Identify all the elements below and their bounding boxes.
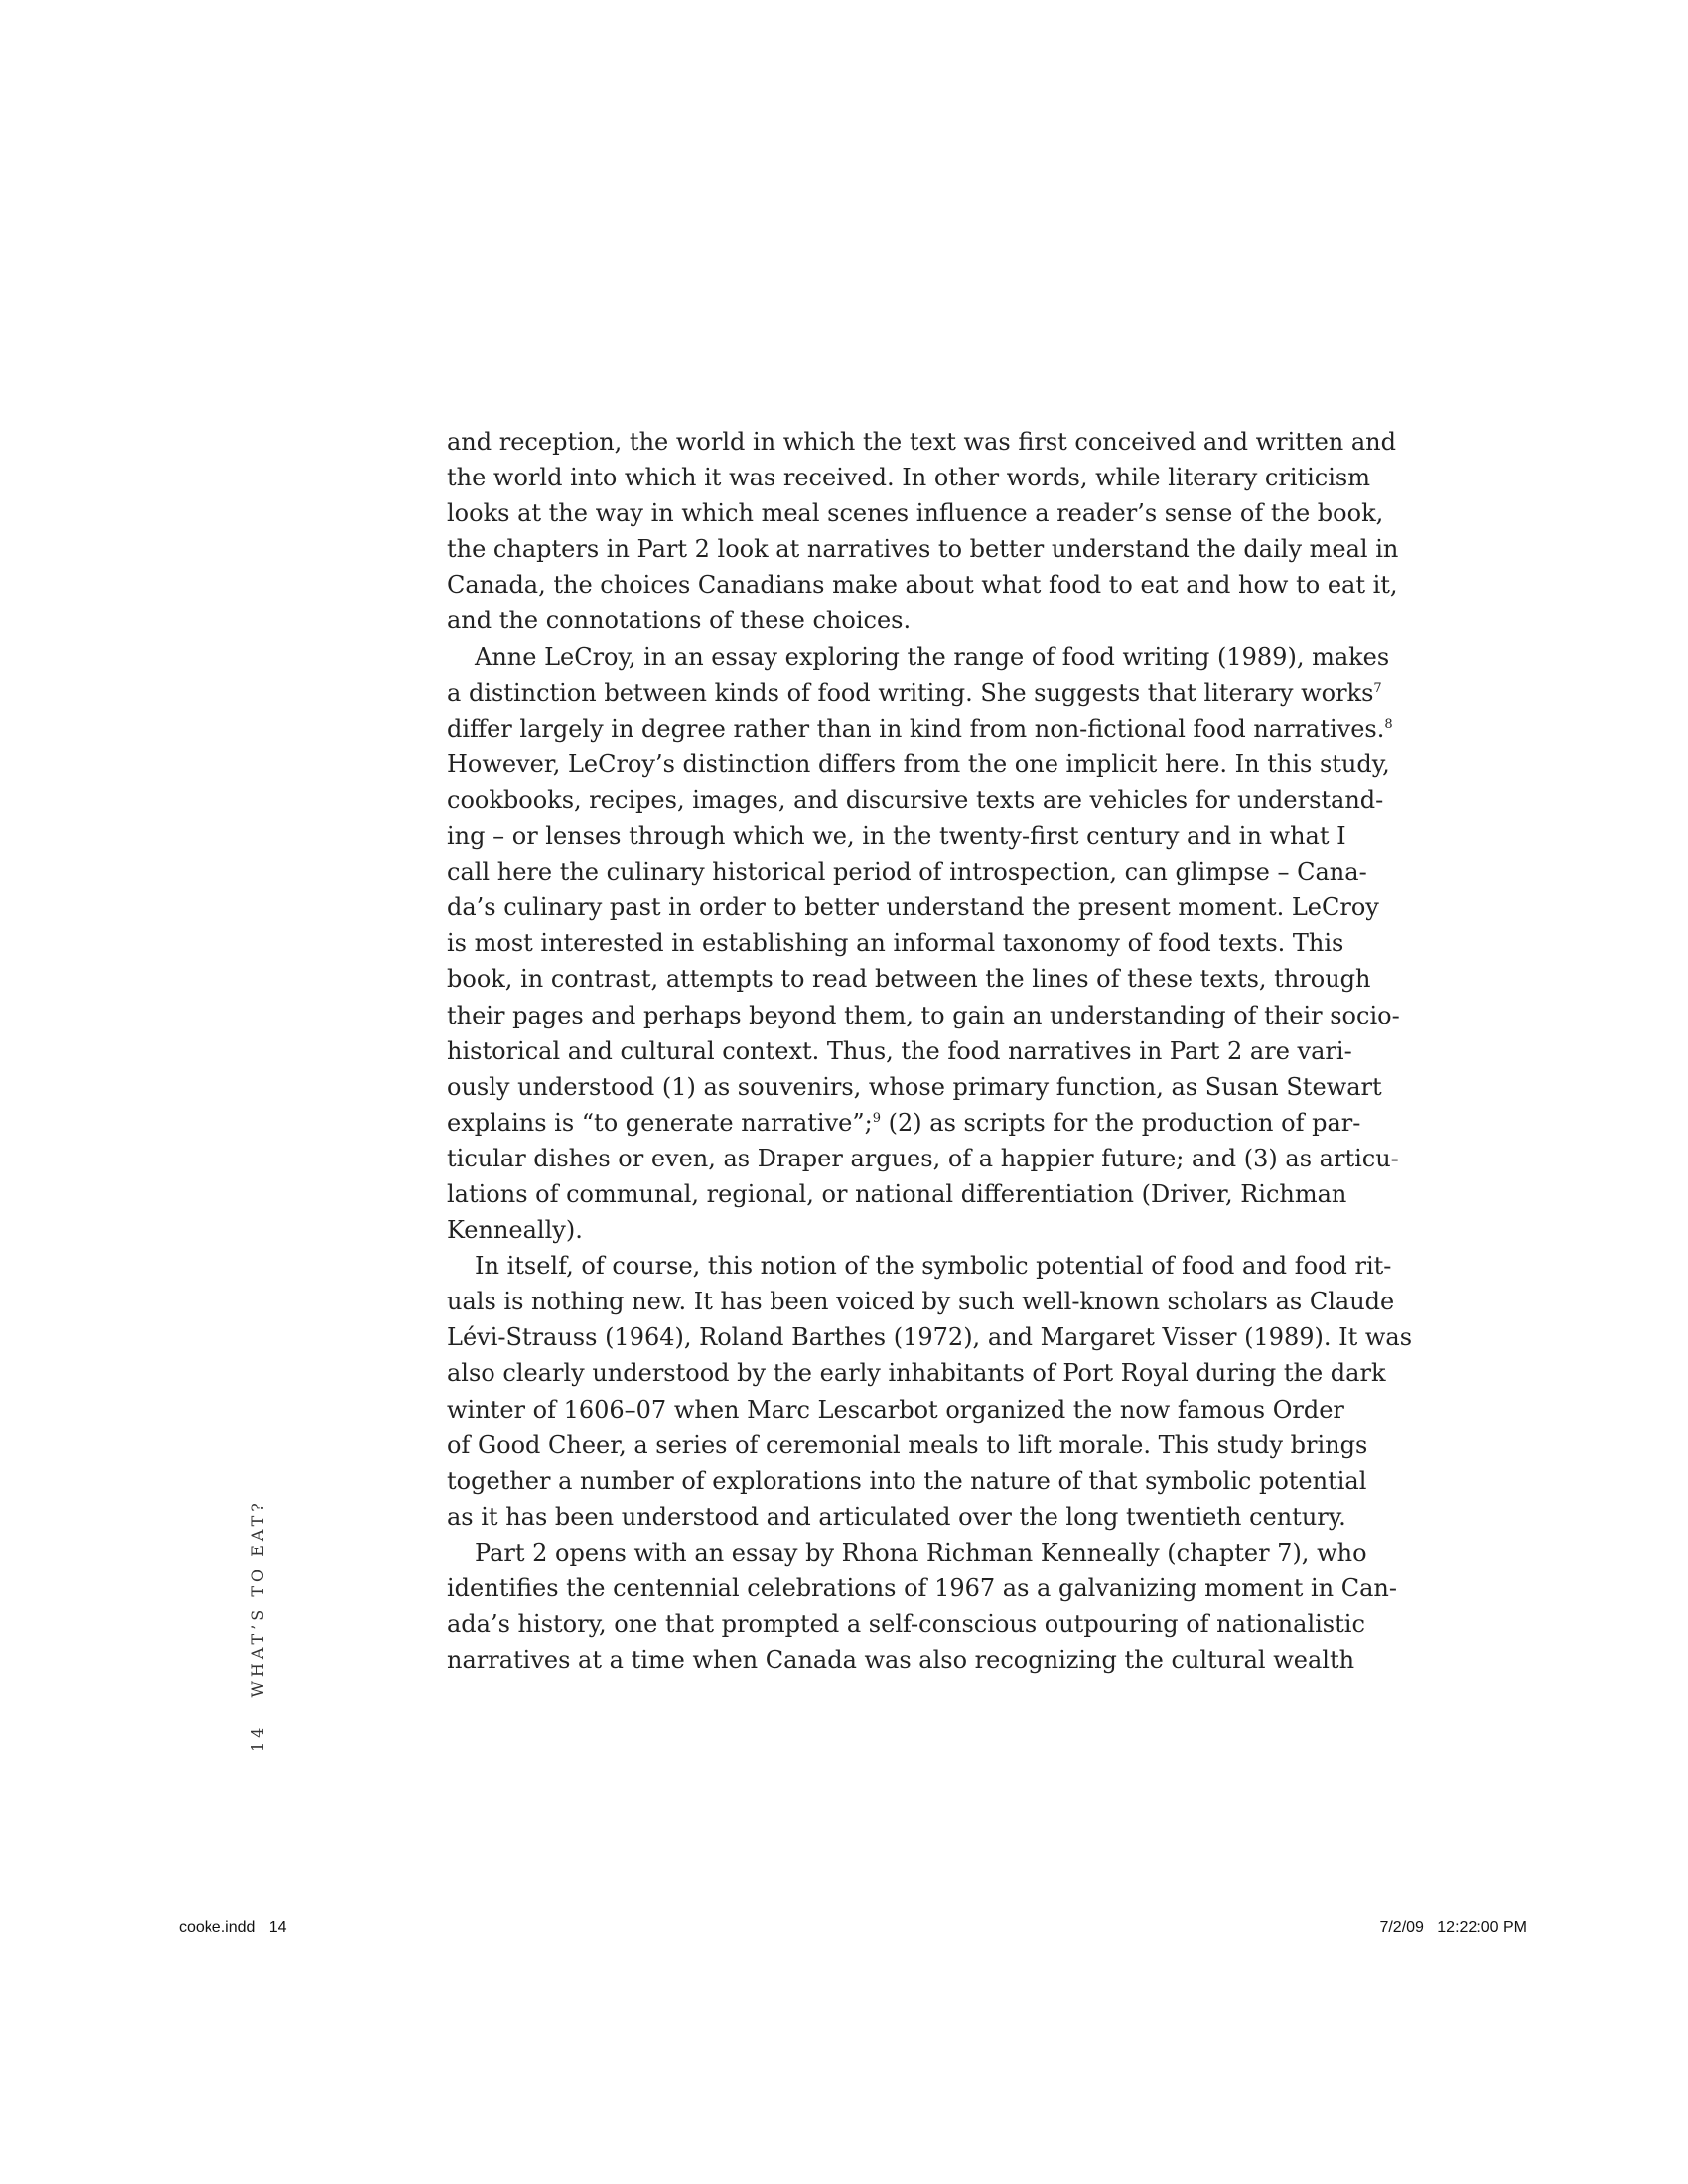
text-line: and the connotations of these choices.: [447, 607, 912, 635]
line-text: differ largely in degree rather than in kind from non-fictional food narratives.: [447, 714, 1385, 743]
footnote-marker: 9: [872, 1110, 881, 1126]
text-line: In itself, of course, this notion of the symbolic potential of food and food rit-: [475, 1252, 1392, 1281]
text-line: lations of communal, regional, or national differentiation (Driver, Richman: [447, 1179, 1347, 1208]
text-line: historical and cultural context. Thus, the food narratives in Part 2 are vari-: [447, 1036, 1352, 1065]
text-line: Anne LeCroy, in an essay exploring the range of food writing (1989), makes: [475, 642, 1390, 671]
paragraph: [447, 1248, 1413, 1535]
line-text: explains is “to generate narrative”;: [447, 1108, 873, 1137]
text-line: together a number of explorations into the nature of that symbolic potential: [447, 1466, 1367, 1495]
text-line: the chapters in Part 2 look at narratives to better understand the daily meal in: [447, 535, 1399, 564]
line-text: a distinction between kinds of food writing. She suggests that literary works: [447, 678, 1374, 707]
text-line: narratives at a time when Canada was also recognizing the cultural wealth: [447, 1646, 1355, 1675]
text-line: and reception, the world in which the text was first conceived and written and: [447, 428, 1396, 456]
text-line: ously understood (1) as souvenirs, whose primary function, as Susan Stewart: [447, 1072, 1382, 1101]
body-text: [447, 424, 1413, 1678]
text-line: [447, 675, 1382, 711]
text-line: Lévi-Strauss (1964), Roland Barthes (1972), and Margaret Visser (1989). It was: [447, 1323, 1413, 1352]
text-line: identifies the centennial celebrations of 1967 as a galvanizing moment in Can-: [447, 1574, 1397, 1602]
text-line: book, in contrast, attempts to read between the lines of these texts, through: [447, 965, 1371, 994]
running-head-title: WHAT’S TO EAT?: [248, 1499, 267, 1698]
text-line: uals is nothing new. It has been voiced by such well-known scholars as Claude: [447, 1288, 1395, 1316]
slug-file-info: cooke.indd 14: [179, 1919, 287, 1936]
text-line: Canada, the choices Canadians make about what food to eat and how to eat it,: [447, 571, 1398, 600]
text-line: [447, 1105, 1361, 1141]
text-line: is most interested in establishing an informal taxonomy of food texts. This: [447, 929, 1344, 958]
running-head: [248, 1499, 267, 1752]
footnote-marker: 8: [1384, 716, 1393, 732]
text-line: ing – or lenses through which we, in the twenty-first century and in what I: [447, 822, 1346, 851]
text-line: the world into which it was received. In other words, while literary criticism: [447, 464, 1370, 492]
line-text: (2) as scripts for the production of par-: [881, 1108, 1361, 1137]
text-line: However, LeCroy’s distinction differs from the one implicit here. In this study,: [447, 750, 1390, 778]
text-line: of Good Cheer, a series of ceremonial meals to lift morale. This study brings: [447, 1431, 1368, 1459]
text-line: call here the culinary historical period of introspection, can glimpse – Cana-: [447, 858, 1367, 887]
text-line: their pages and perhaps beyond them, to gain an understanding of their socio-: [447, 1001, 1400, 1029]
slug-timestamp: 7/2/09 12:22:00 PM: [1379, 1919, 1527, 1936]
paragraph: [447, 1535, 1397, 1678]
text-line: ada’s history, one that prompted a self-conscious outpouring of nationalistic: [447, 1610, 1365, 1639]
text-line: cookbooks, recipes, images, and discursive texts are vehicles for understand-: [447, 785, 1384, 814]
footnote-marker: 7: [1373, 680, 1382, 696]
text-line: winter of 1606–07 when Marc Lescarbot organized the now famous Order: [447, 1395, 1344, 1424]
text-line: Kenneally).: [447, 1216, 583, 1245]
paragraph: [447, 639, 1400, 1249]
text-line: da’s culinary past in order to better understand the present moment. LeCroy: [447, 893, 1379, 922]
text-line: [447, 711, 1393, 747]
paragraph: [447, 424, 1399, 639]
text-line: as it has been understood and articulated over the long twentieth century.: [447, 1502, 1346, 1531]
text-line: also clearly understood by the early inhabitants of Port Royal during the dark: [447, 1359, 1386, 1388]
text-line: looks at the way in which meal scenes influence a reader’s sense of the book,: [447, 499, 1384, 528]
text-line: Part 2 opens with an essay by Rhona Richman Kenneally (chapter 7), who: [475, 1538, 1367, 1567]
page-number: 14: [248, 1723, 267, 1752]
text-line: ticular dishes or even, as Draper argues, of a happier future; and (3) as articu-: [447, 1144, 1399, 1172]
